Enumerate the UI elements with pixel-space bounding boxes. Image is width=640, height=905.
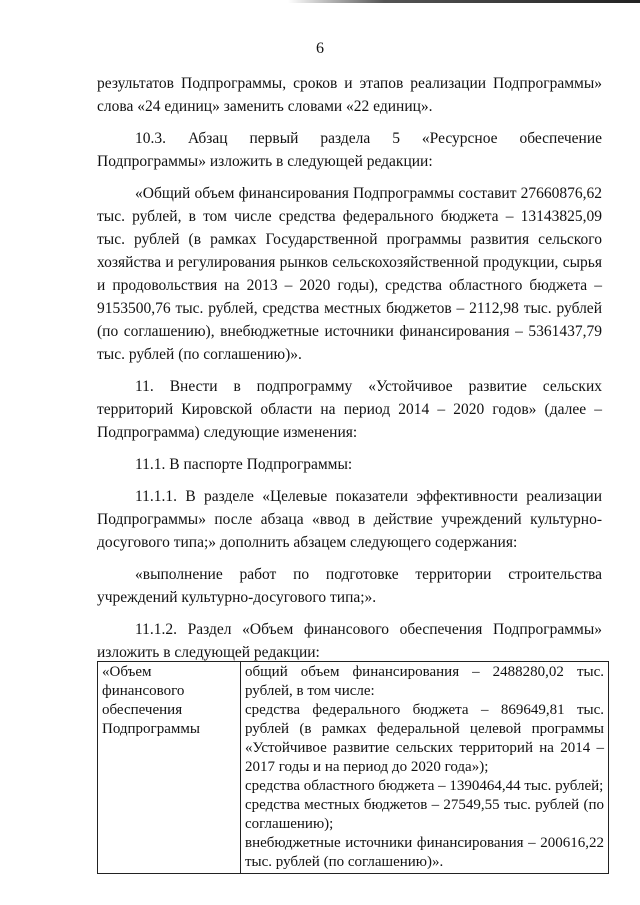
- paragraph-financing-quote: «Общий объем финансирования Подпрограммы составит 27660876,62 тыс. рублей, в том числе средства федерального бюджета – 13143825,09 тыс. рублей (в рамках Государственной программы развития сельского хозяйства и регулирования рынков сельскохозяйственной продукции, сырья и продовольствия на 2013 – 2020 годы), средства областного бюджета – 9153500,76 тыс. рублей, средства местных бюджетов – 2112,98 тыс. рублей (по соглашению), внебюджетные источники финансирования – 5361437,79 тыс. рублей (по соглашению)».: [97, 185, 602, 363]
- document-body: [97, 72, 602, 673]
- paragraph-11-1: 11.1. В паспорте Подпрограммы:: [135, 456, 353, 473]
- paragraph-quote-works: «выполнение работ по подготовке территории строительства учреждений культурно-досугового типа;».: [97, 566, 602, 606]
- top-border-line: [0, 0, 640, 3]
- table-line-total: общий объем финансирования – 2488280,02 тыс. рублей, в том числе:: [245, 664, 604, 699]
- table-left-cell: «Объем финансового обеспечения Подпрограммы: [98, 662, 241, 874]
- paragraph-11-1-1: 11.1.1. В разделе «Целевые показатели эффективности реализации Подпрограммы» после абзаца «ввод в действие учреждений культурно-досугового типа;» дополнить абзацем следующего содержания:: [97, 488, 602, 551]
- paragraph-10-3: 10.3. Абзац первый раздела 5 «Ресурсное обеспечение Подпрограммы» изложить в следующей редакции:: [97, 130, 602, 170]
- financing-table: [97, 661, 609, 874]
- table-line-extrabudgetary: внебюджетные источники финансирования – 200616,22 тыс. рублей (по соглашению)».: [245, 835, 604, 870]
- paragraph-continuation: результатов Подпрограммы, сроков и этапов реализации Подпрограммы» слова «24 единиц» заменить словами «22 единиц».: [97, 75, 602, 115]
- table-line-federal: средства федерального бюджета – 869649,81 тыс. рублей (в рамках федеральной целевой программы «Устойчивое развитие сельских территорий на 2014 – 2017 годы и на период до 2020 года»);: [245, 702, 604, 775]
- page-number: 6: [316, 40, 324, 57]
- table-line-local: средства местных бюджетов – 27549,55 тыс. рублей (по соглашению);: [245, 797, 604, 832]
- table-row: [98, 662, 609, 874]
- paragraph-11-1-2: 11.1.2. Раздел «Объем финансового обеспечения Подпрограммы» изложить в следующей редакции:: [97, 621, 602, 661]
- table-line-regional: средства областного бюджета – 1390464,44 тыс. рублей;: [245, 778, 604, 794]
- paragraph-11: 11. Внести в подпрограмму «Устойчивое развитие сельских территорий Кировской области на период 2014 – 2020 годов» (далее – Подпрограмма) следующие изменения:: [97, 378, 602, 441]
- table-right-cell: [241, 662, 609, 874]
